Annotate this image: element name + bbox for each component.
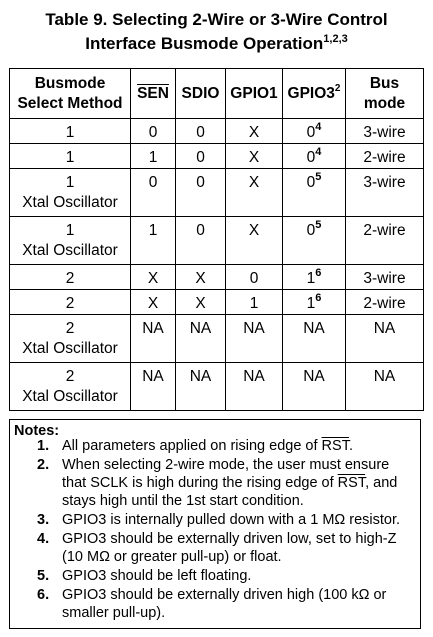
- table-row: [10, 169, 424, 217]
- cell-sen: X: [131, 290, 176, 315]
- title-line-2-text: Interface Busmode Operation: [85, 34, 324, 53]
- header-sdio: SDIO: [176, 69, 226, 119]
- header-gpio3: [283, 69, 346, 119]
- cell-method: [10, 290, 131, 315]
- method-number: 2: [65, 320, 75, 337]
- table-row: [10, 290, 424, 315]
- notes-list: [37, 437, 410, 623]
- cell-gpio1: X: [226, 119, 283, 144]
- rst-signal: $\overline{RST}$: [321, 438, 349, 454]
- cell-gpio1: X: [226, 169, 283, 217]
- cell-sdio: 0: [176, 169, 226, 217]
- table-row: [10, 217, 424, 265]
- cell-gpio3: [283, 363, 346, 411]
- note-number: 1.: [37, 438, 50, 454]
- gpio3-value: 1: [306, 270, 316, 287]
- cell-gpio3: [283, 169, 346, 217]
- cell-busmode: 2-wire: [346, 144, 424, 169]
- rst-signal: $\overline{RST}$: [337, 475, 366, 491]
- gpio3-value: 0: [306, 124, 316, 141]
- note-5: [37, 567, 410, 585]
- cell-gpio1: X: [226, 217, 283, 265]
- cell-gpio3: [283, 315, 346, 363]
- cell-sen: 0: [131, 169, 176, 217]
- cell-busmode: 3-wire: [346, 265, 424, 290]
- table-title: [0, 8, 433, 56]
- notes-box: [9, 419, 421, 629]
- table-row: [10, 265, 424, 290]
- method-number: 1: [65, 149, 75, 166]
- cell-sdio: NA: [176, 363, 226, 411]
- cell-sdio: NA: [176, 315, 226, 363]
- cell-method: [10, 217, 131, 265]
- method-number: 1: [65, 222, 75, 239]
- gpio3-value: 0: [306, 149, 316, 166]
- cell-method: [10, 169, 131, 217]
- gpio3-note-ref: 5: [315, 219, 322, 231]
- note-4: [37, 530, 410, 566]
- cell-sdio: X: [176, 290, 226, 315]
- cell-busmode: 3-wire: [346, 169, 424, 217]
- cell-sen: 1: [131, 144, 176, 169]
- note-2-text: When selecting 2-wire mode, the user must ensure that SCLK is high during the rising edge of: [62, 457, 390, 491]
- header-gpio1: GPIO1: [226, 69, 283, 119]
- method-number: 2: [65, 295, 75, 312]
- header-bus-line1: Bus: [369, 74, 400, 92]
- cell-sdio: X: [176, 265, 226, 290]
- cell-gpio3: [283, 119, 346, 144]
- note-text: GPIO3 should be externally driven high (100 kΩ or smaller pull-up).: [62, 587, 387, 621]
- method-sub: Xtal Oscillator: [22, 340, 118, 357]
- header-sen: [131, 69, 176, 119]
- header-row: [10, 69, 424, 119]
- cell-method: [10, 363, 131, 411]
- cell-sdio: 0: [176, 144, 226, 169]
- cell-sen: 0: [131, 119, 176, 144]
- note-number: 4.: [37, 531, 50, 547]
- note-1: [37, 437, 410, 455]
- gpio3-note-ref: 4: [315, 146, 322, 158]
- note-text: [62, 437, 410, 455]
- cell-method: [10, 119, 131, 144]
- method-sub: Xtal Oscillator: [22, 242, 118, 259]
- header-gpio3-label: GPIO3: [287, 84, 335, 102]
- method-number: 2: [65, 270, 75, 287]
- header-busmode-line2: Select Method: [17, 94, 123, 112]
- gpio3-note-ref: 5: [315, 171, 322, 183]
- note-number: 6.: [37, 587, 50, 603]
- cell-gpio3: [283, 265, 346, 290]
- cell-gpio1: NA: [226, 363, 283, 411]
- header-sen-label: $\overline{SEN}$: [137, 84, 169, 102]
- cell-sdio: 0: [176, 217, 226, 265]
- note-text: GPIO3 should be left floating.: [62, 568, 252, 584]
- busmode-table: [9, 68, 424, 411]
- cell-method: [10, 144, 131, 169]
- title-line-2: [0, 32, 433, 56]
- header-gpio3-note: 2: [334, 82, 341, 94]
- table-row: [10, 363, 424, 411]
- cell-method: [10, 265, 131, 290]
- gpio3-note-ref: 6: [315, 267, 322, 279]
- cell-sen: 1: [131, 217, 176, 265]
- note-number: 2.: [37, 457, 50, 473]
- gpio3-value: 0: [306, 174, 316, 191]
- table-row: [10, 119, 424, 144]
- notes-title: Notes:: [14, 423, 60, 439]
- note-2-tail: , and stays high until the 1st start condition.: [62, 475, 398, 509]
- header-busmode: [10, 69, 131, 119]
- header-busmode-line1: Busmode: [34, 74, 106, 92]
- table-body: [10, 119, 424, 411]
- cell-gpio3: [283, 217, 346, 265]
- note-1-tail: .: [348, 438, 353, 454]
- cell-busmode: 3-wire: [346, 119, 424, 144]
- note-2: [37, 456, 410, 510]
- cell-busmode: 2-wire: [346, 217, 424, 265]
- cell-method: [10, 315, 131, 363]
- method-number: 2: [65, 368, 75, 385]
- cell-gpio1: 1: [226, 290, 283, 315]
- table-row: [10, 144, 424, 169]
- cell-busmode: NA: [346, 363, 424, 411]
- method-number: 1: [65, 174, 75, 191]
- note-text: GPIO3 should be externally driven low, set to high-Z (10 MΩ or greater pull-up) or float.: [62, 531, 397, 565]
- title-line-1: Table 9. Selecting 2-Wire or 3-Wire Control: [45, 10, 388, 29]
- cell-gpio1: NA: [226, 315, 283, 363]
- note-6: [37, 586, 410, 622]
- cell-busmode: NA: [346, 315, 424, 363]
- gpio3-value: 1: [306, 295, 316, 312]
- cell-busmode: 2-wire: [346, 290, 424, 315]
- cell-gpio1: X: [226, 144, 283, 169]
- note-number: 5.: [37, 568, 50, 584]
- cell-gpio1: 0: [226, 265, 283, 290]
- gpio3-value: NA: [303, 368, 325, 385]
- gpio3-note-ref: 6: [315, 292, 322, 304]
- note-text: GPIO3 is internally pulled down with a 1 MΩ resistor.: [62, 512, 401, 528]
- cell-sdio: 0: [176, 119, 226, 144]
- gpio3-value: 0: [306, 222, 316, 239]
- note-number: 3.: [37, 512, 50, 528]
- gpio3-value: NA: [303, 320, 325, 337]
- cell-sen: NA: [131, 315, 176, 363]
- method-sub: Xtal Oscillator: [22, 388, 118, 405]
- method-number: 1: [65, 124, 75, 141]
- cell-sen: X: [131, 265, 176, 290]
- gpio3-note-ref: 4: [315, 121, 322, 133]
- title-footnote-refs: 1,2,3: [323, 33, 348, 45]
- cell-gpio3: [283, 290, 346, 315]
- table-row: [10, 315, 424, 363]
- header-busmode-result: [346, 69, 424, 119]
- note-3: [37, 511, 410, 529]
- cell-sen: NA: [131, 363, 176, 411]
- note-text: [62, 456, 410, 510]
- header-bus-line2: mode: [363, 94, 406, 112]
- cell-gpio3: [283, 144, 346, 169]
- method-sub: Xtal Oscillator: [22, 194, 118, 211]
- note-1-text: All parameters applied on rising edge of: [62, 438, 322, 454]
